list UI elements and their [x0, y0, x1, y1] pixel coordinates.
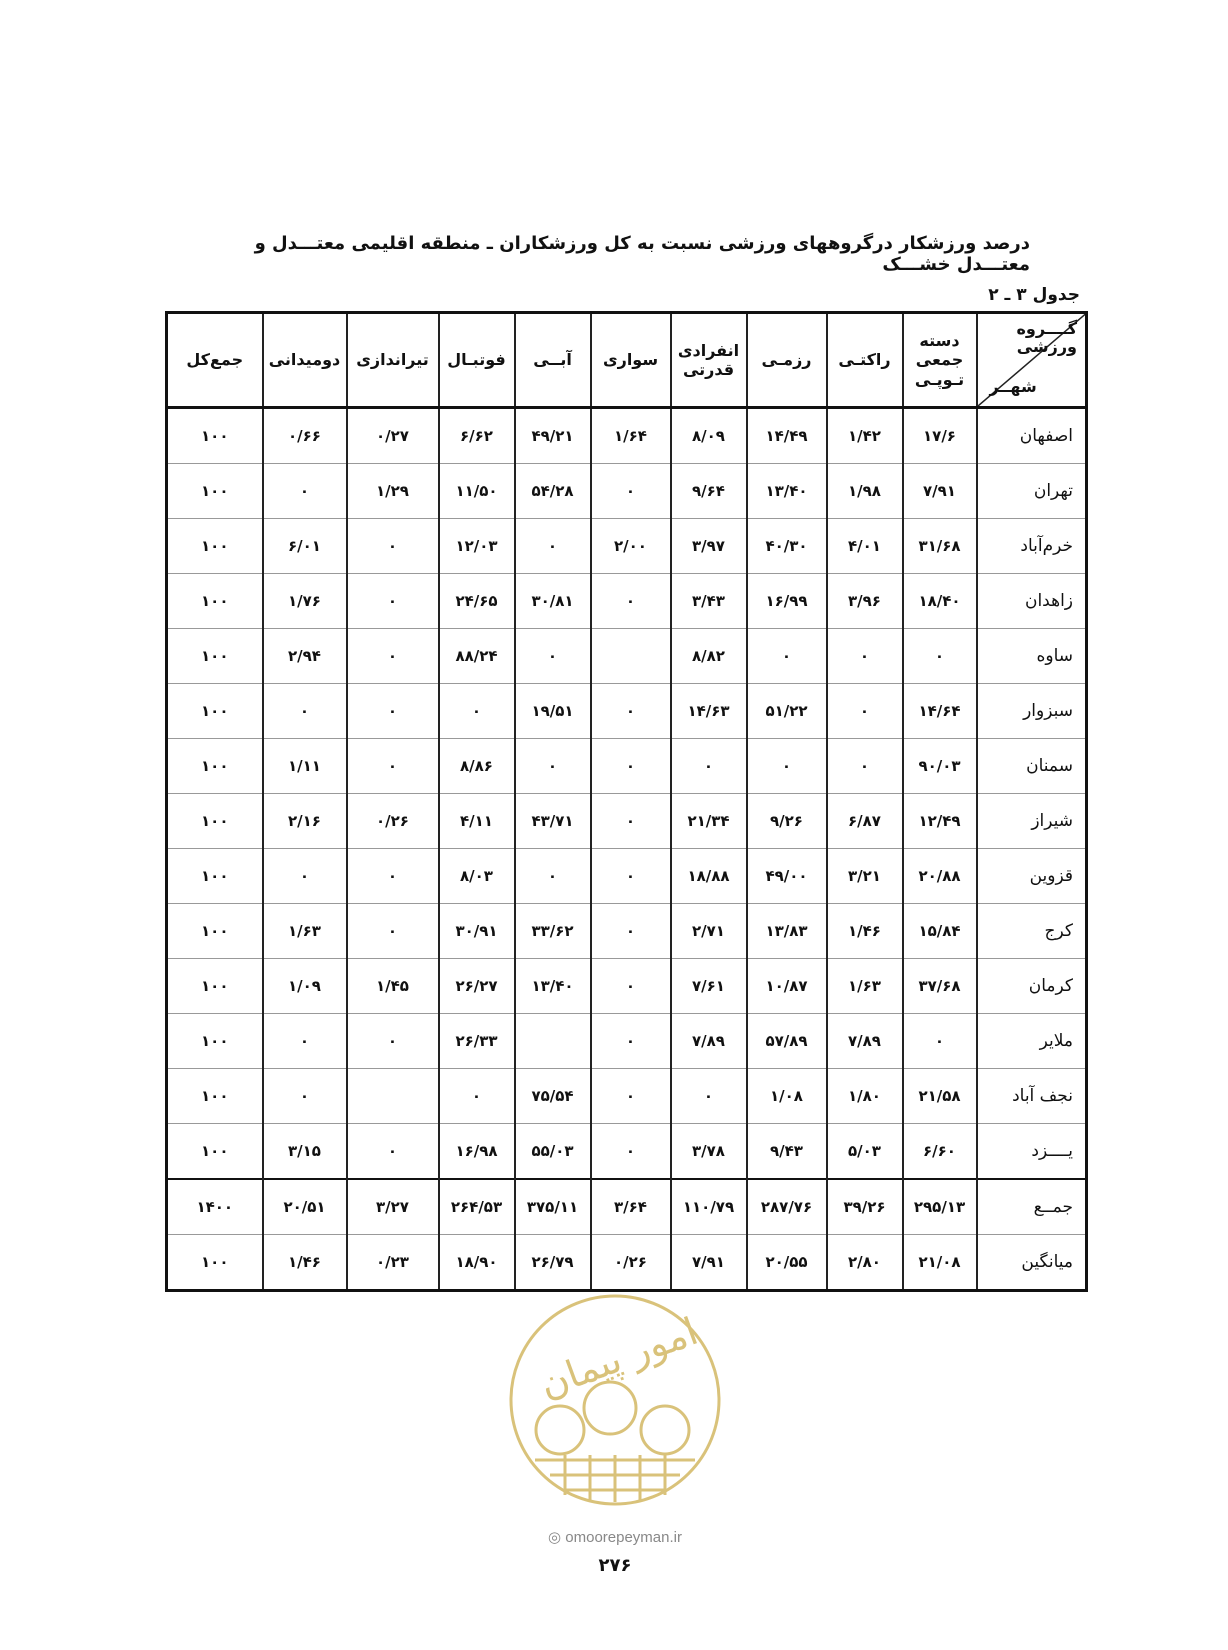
city-cell: نجف آباد — [977, 1069, 1087, 1124]
city-cell: زاهدان — [977, 574, 1087, 629]
table-row — [167, 1069, 1087, 1124]
value-cell: ۱۰۰ — [167, 904, 263, 959]
corner-top-line2: ورزشی — [1016, 336, 1077, 356]
value-cell: ۱۰/۸۷ — [747, 959, 827, 1014]
value-cell: ۲۶/۲۷ — [439, 959, 515, 1014]
table-row — [167, 408, 1087, 464]
city-cell: تهران — [977, 464, 1087, 519]
value-cell: ۰ — [263, 1014, 347, 1069]
value-cell: ۷۵/۵۴ — [515, 1069, 591, 1124]
table-row — [167, 519, 1087, 574]
value-cell: ۵۱/۲۲ — [747, 684, 827, 739]
value-cell: ۰ — [591, 1124, 671, 1180]
value-cell: ۳۳/۶۲ — [515, 904, 591, 959]
corner-header-cell — [977, 313, 1087, 408]
value-cell: ۳۹/۲۶ — [827, 1179, 903, 1235]
value-cell: ۱۰۰ — [167, 1124, 263, 1180]
value-cell: ۲/۷۱ — [671, 904, 747, 959]
value-cell — [515, 1014, 591, 1069]
header-cell: سواری — [591, 313, 671, 408]
header-cell: تیراندازی — [347, 313, 439, 408]
value-cell: ۰ — [671, 739, 747, 794]
value-cell: ۱/۶۳ — [263, 904, 347, 959]
value-cell: ۱۱۰/۷۹ — [671, 1179, 747, 1235]
value-cell: ۵۵/۰۳ — [515, 1124, 591, 1180]
value-cell: ۱۲/۴۹ — [903, 794, 977, 849]
value-cell: ۱۰۰ — [167, 849, 263, 904]
value-cell: ۰/۶۶ — [263, 408, 347, 464]
value-cell: ۲۶/۳۳ — [439, 1014, 515, 1069]
header-cell: انفرادی قدرتی — [671, 313, 747, 408]
page-number: ۲۷۶ — [598, 1555, 632, 1576]
value-cell: ۹/۲۶ — [747, 794, 827, 849]
watermark-seal-logo — [505, 1290, 725, 1510]
watermark-logo-text: امور پیمان — [533, 1308, 704, 1407]
value-cell: ۷/۶۱ — [671, 959, 747, 1014]
value-cell: ۰ — [263, 464, 347, 519]
value-cell: ۱۰۰ — [167, 408, 263, 464]
value-cell: ۰ — [591, 1069, 671, 1124]
city-cell: خرم‌آباد — [977, 519, 1087, 574]
value-cell: ۱۰۰ — [167, 959, 263, 1014]
summary-row — [167, 1179, 1087, 1235]
value-cell: ۱/۶۳ — [827, 959, 903, 1014]
value-cell: ۲/۸۰ — [827, 1235, 903, 1291]
value-cell: ۱۰۰ — [167, 794, 263, 849]
value-cell: ۱۷/۶ — [903, 408, 977, 464]
value-cell: ۱/۰۹ — [263, 959, 347, 1014]
value-cell: ۲۶/۷۹ — [515, 1235, 591, 1291]
city-cell: سمنان — [977, 739, 1087, 794]
summary-row — [167, 1235, 1087, 1291]
city-cell: یــــزد — [977, 1124, 1087, 1180]
value-cell: ۰ — [439, 684, 515, 739]
value-cell: ۲/۱۶ — [263, 794, 347, 849]
value-cell: ۰ — [347, 904, 439, 959]
value-cell: ۰ — [439, 1069, 515, 1124]
city-cell: کرج — [977, 904, 1087, 959]
value-cell: ۱۹/۵۱ — [515, 684, 591, 739]
value-cell: ۸/۸۲ — [671, 629, 747, 684]
corner-top-label — [1016, 320, 1077, 355]
value-cell: ۰ — [591, 574, 671, 629]
value-cell: ۱۰۰ — [167, 739, 263, 794]
value-cell: ۱۳/۴۰ — [747, 464, 827, 519]
value-cell: ۰ — [347, 1014, 439, 1069]
value-cell: ۳/۴۳ — [671, 574, 747, 629]
value-cell: ۳۰/۸۱ — [515, 574, 591, 629]
value-cell: ۰ — [903, 1014, 977, 1069]
corner-top-line1: گــــروه — [1016, 319, 1077, 338]
value-cell: ۸/۸۶ — [439, 739, 515, 794]
value-cell: ۰ — [591, 794, 671, 849]
value-cell: ۰/۲۶ — [347, 794, 439, 849]
value-cell: ۹۰/۰۳ — [903, 739, 977, 794]
value-cell: ۲۰/۵۱ — [263, 1179, 347, 1235]
value-cell: ۴۹/۲۱ — [515, 408, 591, 464]
value-cell: ۱۴/۶۴ — [903, 684, 977, 739]
value-cell: ۸/۰۳ — [439, 849, 515, 904]
value-cell: ۳۷/۶۸ — [903, 959, 977, 1014]
corner-bottom-label: شهــر — [989, 376, 1037, 396]
value-cell: ۲۱/۰۸ — [903, 1235, 977, 1291]
value-cell: ۴۳/۷۱ — [515, 794, 591, 849]
value-cell: ۱۴/۶۳ — [671, 684, 747, 739]
value-cell: ۱/۹۸ — [827, 464, 903, 519]
header-cell: راکتـی — [827, 313, 903, 408]
value-cell: ۴/۱۱ — [439, 794, 515, 849]
value-cell: ۰ — [827, 739, 903, 794]
value-cell: ۱۰۰ — [167, 629, 263, 684]
value-cell: ۰ — [747, 739, 827, 794]
value-cell: ۱/۱۱ — [263, 739, 347, 794]
city-cell: کرمان — [977, 959, 1087, 1014]
value-cell: ۲۸۷/۷۶ — [747, 1179, 827, 1235]
table-number-label: جدول ۳ ـ ۲ — [988, 285, 1080, 305]
value-cell: ۰ — [347, 1124, 439, 1180]
value-cell: ۱/۴۵ — [347, 959, 439, 1014]
city-cell: سبزوار — [977, 684, 1087, 739]
table-row — [167, 684, 1087, 739]
value-cell: ۱۱/۵۰ — [439, 464, 515, 519]
watermark-site-text: omoorepeyman.ir — [565, 1529, 682, 1546]
value-cell: ۷/۹۱ — [903, 464, 977, 519]
value-cell: ۱۰۰ — [167, 519, 263, 574]
value-cell: ۰ — [903, 629, 977, 684]
value-cell: ۰/۲۳ — [347, 1235, 439, 1291]
value-cell: ۱۴/۴۹ — [747, 408, 827, 464]
value-cell: ۱۴۰۰ — [167, 1179, 263, 1235]
value-cell: ۱۳/۸۳ — [747, 904, 827, 959]
value-cell: ۴۰/۳۰ — [747, 519, 827, 574]
value-cell: ۷/۸۹ — [671, 1014, 747, 1069]
value-cell: ۳/۲۱ — [827, 849, 903, 904]
header-cell: آبــی — [515, 313, 591, 408]
value-cell: ۳/۶۴ — [591, 1179, 671, 1235]
value-cell: ۰ — [515, 519, 591, 574]
value-cell: ۲۹۵/۱۳ — [903, 1179, 977, 1235]
value-cell: ۰ — [591, 849, 671, 904]
table-row — [167, 1014, 1087, 1069]
value-cell: ۳/۹۷ — [671, 519, 747, 574]
table-row — [167, 629, 1087, 684]
table-row — [167, 739, 1087, 794]
value-cell: ۱۰۰ — [167, 464, 263, 519]
value-cell: ۳/۲۷ — [347, 1179, 439, 1235]
value-cell: ۹/۴۳ — [747, 1124, 827, 1180]
value-cell: ۶/۰۱ — [263, 519, 347, 574]
table-row — [167, 904, 1087, 959]
value-cell: ۸/۰۹ — [671, 408, 747, 464]
city-cell: قزوین — [977, 849, 1087, 904]
city-cell: ملایر — [977, 1014, 1087, 1069]
city-cell: ساوه — [977, 629, 1087, 684]
value-cell: ۲۱/۳۴ — [671, 794, 747, 849]
header-cell: دسته جمعی تـوپـی — [903, 313, 977, 408]
value-cell: ۰ — [827, 629, 903, 684]
city-cell: میانگین — [977, 1235, 1087, 1291]
value-cell: ۱/۰۸ — [747, 1069, 827, 1124]
value-cell: ۲۰/۵۵ — [747, 1235, 827, 1291]
value-cell: ۰ — [515, 739, 591, 794]
value-cell: ۱۶/۹۸ — [439, 1124, 515, 1180]
value-cell: ۱/۶۴ — [591, 408, 671, 464]
sports-percentage-table — [165, 311, 1088, 1292]
header-cell: رزمـی — [747, 313, 827, 408]
value-cell: ۶/۶۰ — [903, 1124, 977, 1180]
value-cell: ۱/۷۶ — [263, 574, 347, 629]
table-row — [167, 574, 1087, 629]
value-cell: ۲/۰۰ — [591, 519, 671, 574]
value-cell: ۶/۶۲ — [439, 408, 515, 464]
value-cell: ۵۴/۲۸ — [515, 464, 591, 519]
value-cell: ۰ — [347, 849, 439, 904]
city-cell: شیراز — [977, 794, 1087, 849]
value-cell: ۵۷/۸۹ — [747, 1014, 827, 1069]
value-cell: ۲۱/۵۸ — [903, 1069, 977, 1124]
value-cell: ۱۳/۴۰ — [515, 959, 591, 1014]
value-cell: ۴/۰۱ — [827, 519, 903, 574]
value-cell: ۳/۹۶ — [827, 574, 903, 629]
value-cell: ۱۸/۹۰ — [439, 1235, 515, 1291]
value-cell: ۰ — [515, 849, 591, 904]
value-cell: ۰ — [671, 1069, 747, 1124]
value-cell: ۱۸/۸۸ — [671, 849, 747, 904]
value-cell: ۰ — [347, 574, 439, 629]
value-cell: ۸۸/۲۴ — [439, 629, 515, 684]
value-cell: ۳۰/۹۱ — [439, 904, 515, 959]
table-body — [167, 408, 1087, 1291]
value-cell: ۲۴/۶۵ — [439, 574, 515, 629]
value-cell: ۰ — [515, 629, 591, 684]
value-cell: ۰/۲۷ — [347, 408, 439, 464]
value-cell: ۷/۹۱ — [671, 1235, 747, 1291]
header-cell: دومیدانی — [263, 313, 347, 408]
value-cell: ۱/۲۹ — [347, 464, 439, 519]
value-cell: ۰ — [827, 684, 903, 739]
value-cell: ۳/۷۸ — [671, 1124, 747, 1180]
value-cell: ۱/۴۶ — [827, 904, 903, 959]
value-cell: ۱۰۰ — [167, 574, 263, 629]
table-row — [167, 1124, 1087, 1180]
value-cell: ۲۶۴/۵۳ — [439, 1179, 515, 1235]
value-cell: ۵/۰۳ — [827, 1124, 903, 1180]
value-cell: ۰ — [747, 629, 827, 684]
value-cell: ۷/۸۹ — [827, 1014, 903, 1069]
value-cell: ۳۱/۶۸ — [903, 519, 977, 574]
value-cell: ۰ — [263, 1069, 347, 1124]
value-cell: ۱/۴۶ — [263, 1235, 347, 1291]
value-cell: ۰ — [591, 959, 671, 1014]
value-cell: ۰ — [591, 739, 671, 794]
table-row — [167, 959, 1087, 1014]
value-cell: ۰ — [347, 684, 439, 739]
value-cell: ۰ — [347, 519, 439, 574]
header-row — [167, 313, 1087, 408]
header-cell: فوتبـال — [439, 313, 515, 408]
value-cell: ۱۸/۴۰ — [903, 574, 977, 629]
value-cell: ۰ — [591, 1014, 671, 1069]
value-cell: ۰ — [591, 904, 671, 959]
table-title: درصد ورزشکار درگروههای ورزشی نسبت به کل ورزشکاران ـ منطقه اقلیمی معتـــدل و معتـــدل خشـــک — [254, 233, 1030, 275]
value-cell: ۱۰۰ — [167, 1235, 263, 1291]
value-cell: ۱/۸۰ — [827, 1069, 903, 1124]
value-cell: ۰ — [263, 684, 347, 739]
value-cell: ۱۶/۹۹ — [747, 574, 827, 629]
city-cell: اصفهان — [977, 408, 1087, 464]
value-cell: ۴۹/۰۰ — [747, 849, 827, 904]
value-cell: ۰ — [347, 629, 439, 684]
value-cell: ۳۷۵/۱۱ — [515, 1179, 591, 1235]
value-cell: ۱۰۰ — [167, 1069, 263, 1124]
value-cell: ۹/۶۴ — [671, 464, 747, 519]
value-cell: ۱۲/۰۳ — [439, 519, 515, 574]
value-cell: ۰ — [263, 849, 347, 904]
value-cell: ۰ — [591, 464, 671, 519]
globe-icon: ◎ — [548, 1529, 562, 1546]
table-row — [167, 794, 1087, 849]
value-cell: ۱/۴۲ — [827, 408, 903, 464]
value-cell: ۱۰۰ — [167, 1014, 263, 1069]
value-cell: ۱۵/۸۴ — [903, 904, 977, 959]
value-cell: ۶/۸۷ — [827, 794, 903, 849]
watermark-site — [505, 1528, 725, 1546]
city-cell: جمــع — [977, 1179, 1087, 1235]
table-row — [167, 464, 1087, 519]
value-cell: ۲۰/۸۸ — [903, 849, 977, 904]
value-cell: ۰/۲۶ — [591, 1235, 671, 1291]
value-cell: ۳/۱۵ — [263, 1124, 347, 1180]
value-cell: ۲/۹۴ — [263, 629, 347, 684]
header-cell: جمع‌کل — [167, 313, 263, 408]
table-row — [167, 849, 1087, 904]
value-cell — [347, 1069, 439, 1124]
value-cell — [591, 629, 671, 684]
value-cell: ۰ — [347, 739, 439, 794]
value-cell: ۱۰۰ — [167, 684, 263, 739]
value-cell: ۰ — [591, 684, 671, 739]
